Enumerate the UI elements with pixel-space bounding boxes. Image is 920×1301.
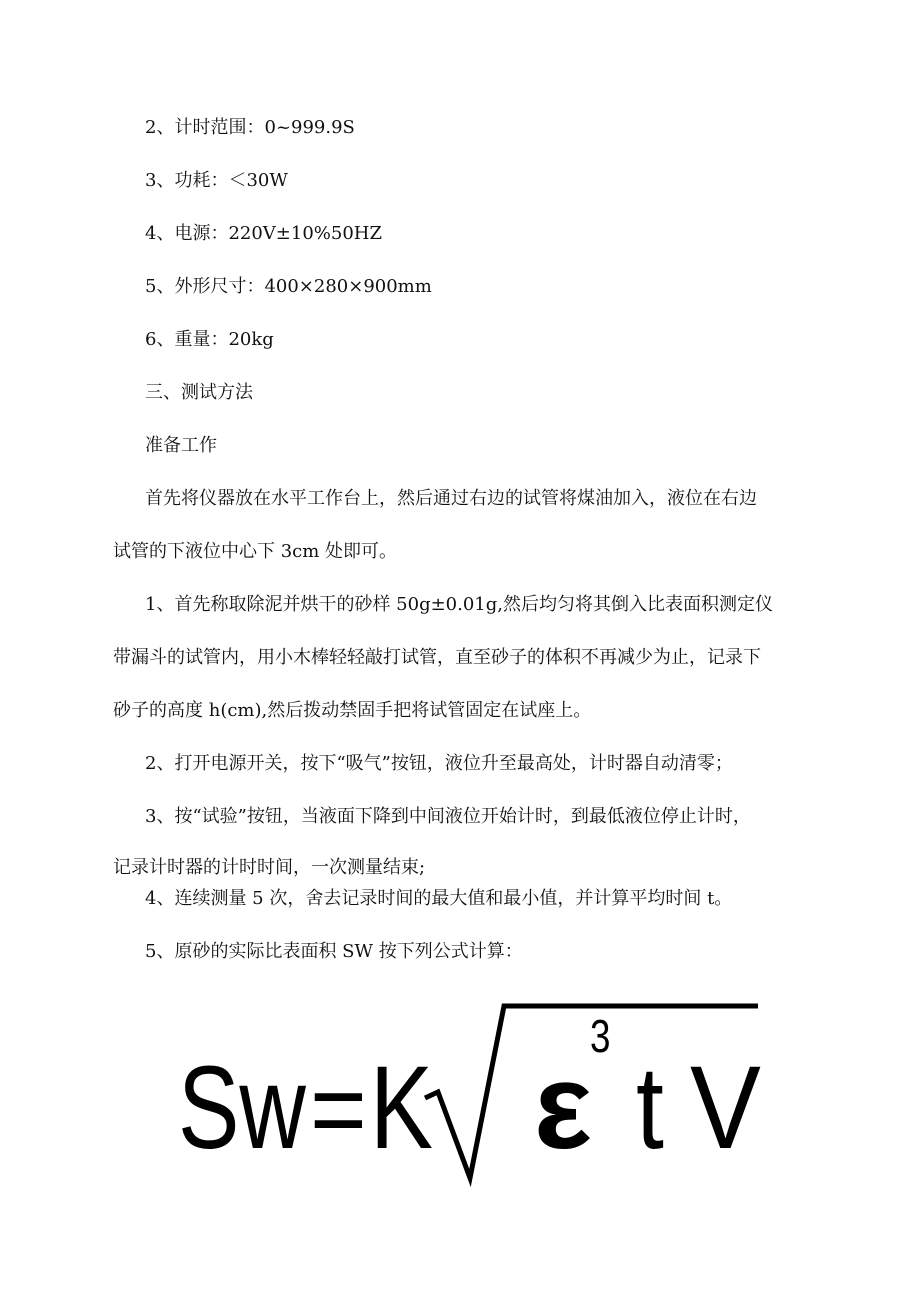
formula-equals: = [310, 1048, 367, 1170]
formula-k: K [370, 1040, 433, 1174]
spec-weight: 6、重量：20kg [145, 329, 274, 350]
formula-exponent: 3 [590, 1010, 611, 1062]
step3-line-2: 记录计时器的计时时间，一次测量结束; [113, 857, 426, 878]
step5-line: 5、原砂的实际比表面积 SW 按下列公式计算： [145, 941, 523, 962]
prep-paragraph-line-2: 试管的下液位中心下 3cm 处即可。 [113, 541, 398, 562]
section-title: 三、测试方法 [145, 382, 253, 403]
prep-paragraph-line-1: 首先将仪器放在水平工作台上，然后通过右边的试管将煤油加入，液位在右边 [145, 488, 757, 509]
formula-epsilon: ε [534, 1038, 592, 1174]
subsection-title: 准备工作 [145, 435, 217, 456]
step1-line-1: 1、首先称取除泥并烘干的砂样 50g±0.01g,然后均匀将其倒入比表面积测定仪 [145, 594, 774, 615]
spec-power-supply: 4、电源：220V±10%50HZ [145, 223, 383, 244]
step2-line: 2、打开电源开关，按下“吸气”按钮，液位升至最高处，计时器自动清零； [145, 753, 733, 774]
step4-line: 4、连续测量 5 次，舍去记录时间的最大值和最小值，并计算平均时间 t。 [145, 888, 733, 909]
spec-dimensions: 5、外形尺寸：400×280×900mm [145, 276, 432, 297]
spec-power-consumption: 3、功耗：＜30W [145, 170, 288, 191]
formula-v: V [690, 1040, 761, 1174]
step1-line-3: 砂子的高度 h(cm),然后拨动禁固手把将试管固定在试座上。 [113, 700, 592, 721]
surface-area-formula [170, 1000, 770, 1190]
step3-line-1: 3、按“试验”按钮，当液面下降到中间液位开始计时，到最低液位停止计时， [145, 806, 751, 827]
step1-line-2: 带漏斗的试管内，用小木棒轻轻敲打试管，直至砂子的体积不再减少为止，记录下 [113, 647, 761, 668]
formula-sw: Sw [178, 1042, 306, 1174]
formula-t: t [636, 1042, 664, 1174]
spec-timing-range: 2、计时范围：0~999.9S [145, 117, 355, 138]
